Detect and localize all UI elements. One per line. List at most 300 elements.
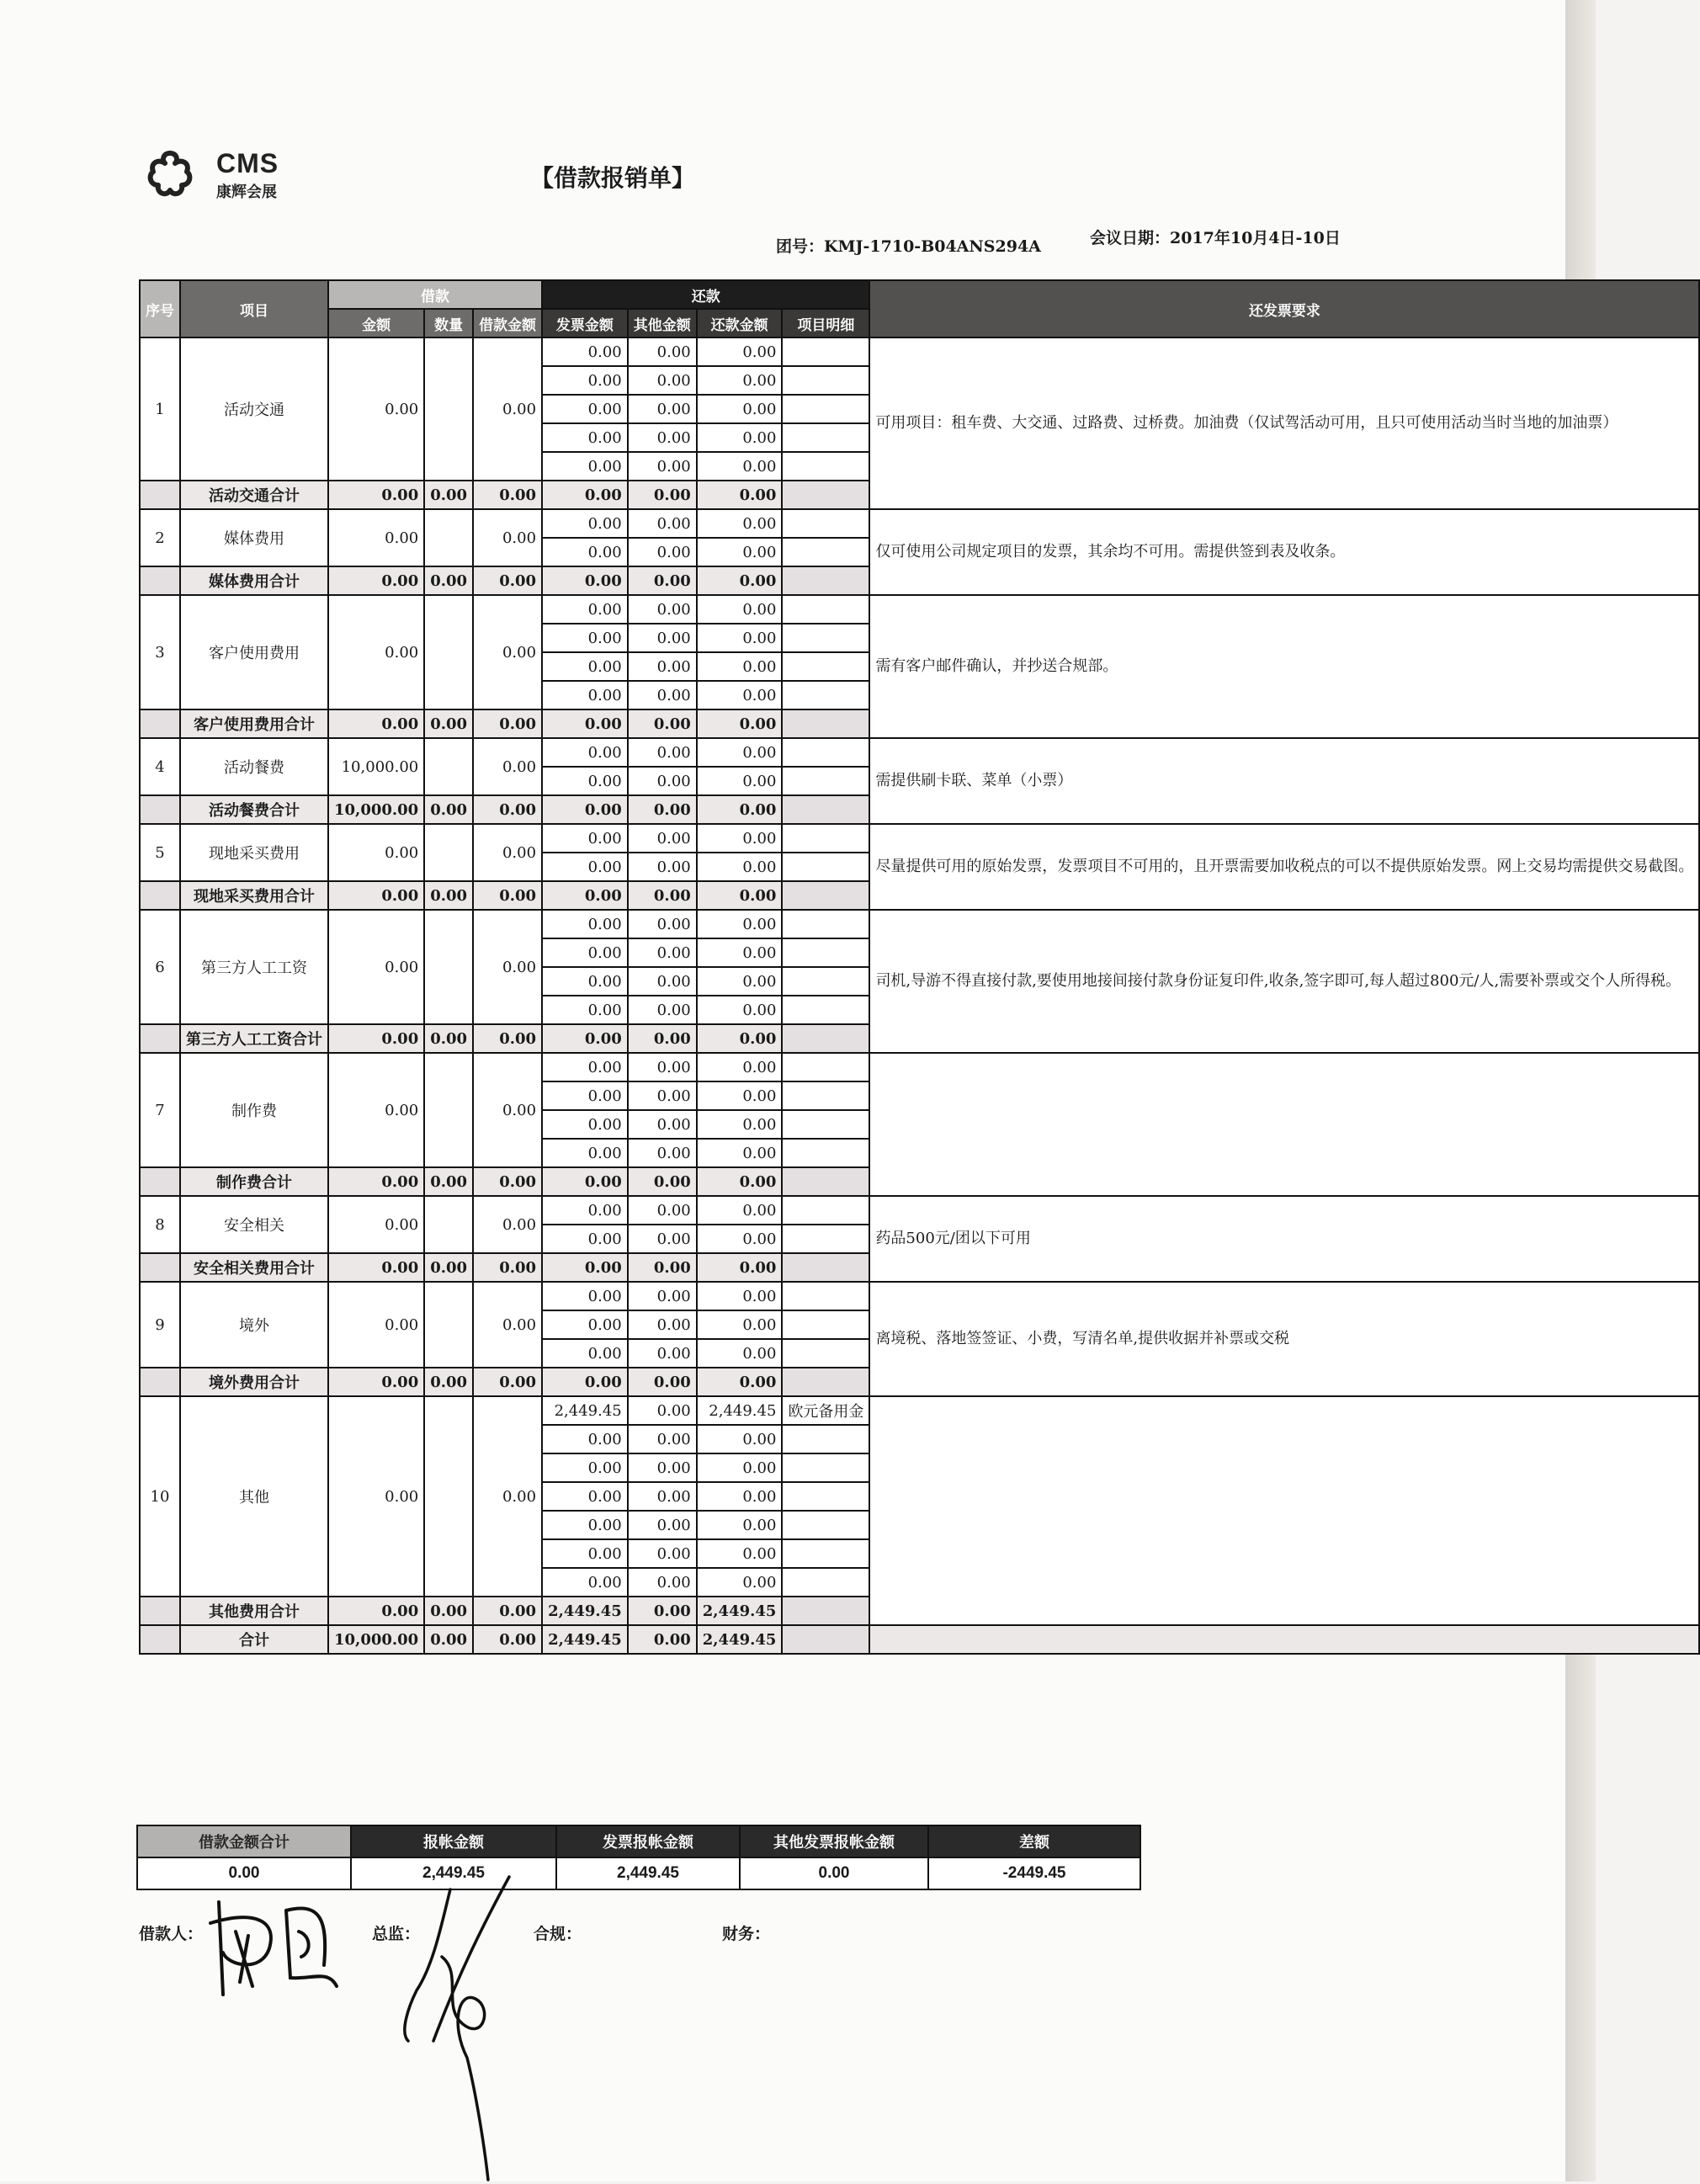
group-number: 团号：KMJ-1710-B04ANS294A [776, 237, 1041, 256]
subtotal-invoice-cell: 0.00 [542, 1024, 628, 1053]
detail-cell: 欧元备用金 [782, 1396, 869, 1425]
header-seq: 序号 [140, 280, 180, 337]
subtotal-name-cell: 活动餐费合计 [180, 795, 328, 824]
subtotal-repay-cell: 0.00 [697, 881, 783, 910]
subtotal-repay-cell: 0.00 [697, 1253, 783, 1282]
borrowed-amount-cell: 0.00 [473, 1396, 542, 1597]
subtotal-loan-cell: 0.00 [473, 795, 542, 824]
borrowed-amount-cell: 0.00 [473, 1282, 542, 1368]
repay-amount-cell: 0.00 [697, 996, 783, 1024]
director-signature [383, 1873, 526, 2184]
detail-cell [782, 996, 869, 1024]
summary-reimbursed: 2,449.45 [351, 1857, 556, 1889]
subtotal-seq-cell [140, 1253, 180, 1282]
invoice-amount-cell: 0.00 [542, 1339, 628, 1368]
other-amount-cell: 0.00 [628, 1539, 697, 1568]
total-loan-cell: 0.00 [473, 1625, 542, 1654]
item-name-cell: 客户使用费用 [180, 595, 328, 709]
subtotal-seq-cell [140, 481, 180, 509]
subtotal-other-cell: 0.00 [628, 709, 697, 738]
header-invoice-amount: 发票金额 [542, 309, 628, 337]
other-amount-cell: 0.00 [628, 996, 697, 1024]
subtotal-name-cell: 安全相关费用合计 [180, 1253, 328, 1282]
repay-amount-cell: 0.00 [697, 538, 783, 566]
repay-amount-cell: 0.00 [697, 337, 783, 366]
borrowed-amount-cell: 0.00 [473, 595, 542, 709]
subtotal-invoice-cell: 0.00 [542, 566, 628, 595]
subtotal-loan-cell: 0.00 [473, 881, 542, 910]
other-amount-cell: 0.00 [628, 1568, 697, 1597]
seq-cell: 9 [140, 1282, 180, 1368]
seq-cell: 8 [140, 1196, 180, 1253]
total-requirement-cell [869, 1625, 1699, 1654]
other-amount-cell: 0.00 [628, 1139, 697, 1167]
line-row [140, 1053, 1699, 1081]
borrower-signature [202, 1885, 345, 2003]
other-amount-cell: 0.00 [628, 853, 697, 881]
line-row [140, 1282, 1699, 1310]
total-seq-cell [140, 1625, 180, 1654]
repay-amount-cell: 0.00 [697, 767, 783, 795]
subtotal-quantity-cell: 0.00 [424, 1597, 473, 1625]
item-name-cell: 媒体费用 [180, 509, 328, 566]
summary-header-invoice-reimbursed: 发票报帐金额 [556, 1825, 740, 1857]
header-loan-amount: 借款金额 [473, 309, 542, 337]
total-quantity-cell: 0.00 [424, 1625, 473, 1654]
detail-cell [782, 938, 869, 967]
other-amount-cell: 0.00 [628, 395, 697, 423]
detail-cell [782, 967, 869, 996]
subtotal-other-cell: 0.00 [628, 481, 697, 509]
line-row [140, 1196, 1699, 1225]
subtotal-amount-cell: 0.00 [328, 1597, 424, 1625]
repay-amount-cell: 0.00 [697, 366, 783, 395]
seq-cell: 3 [140, 595, 180, 709]
subtotal-name-cell: 第三方人工工资合计 [180, 1024, 328, 1053]
repay-amount-cell: 0.00 [697, 1453, 783, 1482]
detail-cell [782, 395, 869, 423]
subtotal-loan-cell: 0.00 [473, 1024, 542, 1053]
summary-header-other-invoice: 其他发票报帐金额 [740, 1825, 928, 1857]
other-amount-cell: 0.00 [628, 1339, 697, 1368]
summary-loan-total: 0.00 [137, 1857, 351, 1889]
subtotal-repay-cell: 0.00 [697, 481, 783, 509]
repay-amount-cell: 0.00 [697, 1425, 783, 1453]
subtotal-seq-cell [140, 1024, 180, 1053]
other-amount-cell: 0.00 [628, 452, 697, 481]
subtotal-other-cell: 0.00 [628, 1253, 697, 1282]
seq-cell: 4 [140, 738, 180, 795]
subtotal-amount-cell: 0.00 [328, 481, 424, 509]
other-amount-cell: 0.00 [628, 1110, 697, 1139]
subtotal-detail-cell [782, 1024, 869, 1053]
subtotal-detail-cell [782, 1253, 869, 1282]
subtotal-quantity-cell: 0.00 [424, 881, 473, 910]
subtotal-repay-cell: 0.00 [697, 1167, 783, 1196]
invoice-amount-cell: 0.00 [542, 1482, 628, 1511]
subtotal-seq-cell [140, 1597, 180, 1625]
item-name-cell: 制作费 [180, 1053, 328, 1167]
repay-amount-cell: 0.00 [697, 853, 783, 881]
detail-cell [782, 1282, 869, 1310]
invoice-amount-cell: 0.00 [542, 738, 628, 767]
header-detail: 项目明细 [782, 309, 869, 337]
loan-amount-cell: 0.00 [328, 1053, 424, 1167]
subtotal-other-cell: 0.00 [628, 795, 697, 824]
header-other-amount: 其他金额 [628, 309, 697, 337]
subtotal-other-cell: 0.00 [628, 1024, 697, 1053]
header-quantity: 数量 [424, 309, 473, 337]
quantity-cell [424, 1282, 473, 1368]
detail-cell [782, 366, 869, 395]
detail-cell [782, 1110, 869, 1139]
borrowed-amount-cell: 0.00 [473, 509, 542, 566]
loan-amount-cell: 0.00 [328, 910, 424, 1024]
line-row [140, 910, 1699, 938]
subtotal-quantity-cell: 0.00 [424, 795, 473, 824]
subtotal-name-cell: 客户使用费用合计 [180, 709, 328, 738]
detail-cell [782, 1310, 869, 1339]
subtotal-seq-cell [140, 709, 180, 738]
expense-table [139, 279, 1700, 1655]
requirement-cell: 药品500元/团以下可用 [869, 1196, 1699, 1282]
line-row [140, 738, 1699, 767]
subtotal-invoice-cell: 0.00 [542, 709, 628, 738]
subtotal-invoice-cell: 2,449.45 [542, 1597, 628, 1625]
invoice-amount-cell: 0.00 [542, 1568, 628, 1597]
invoice-amount-cell: 0.00 [542, 1282, 628, 1310]
subtotal-detail-cell [782, 1368, 869, 1396]
other-amount-cell: 0.00 [628, 1396, 697, 1425]
seq-cell: 7 [140, 1053, 180, 1167]
total-repay-cell: 2,449.45 [697, 1625, 783, 1654]
subtotal-amount-cell: 0.00 [328, 709, 424, 738]
invoice-amount-cell: 0.00 [542, 1539, 628, 1568]
repay-amount-cell: 0.00 [697, 938, 783, 967]
borrowed-amount-cell: 0.00 [473, 910, 542, 1024]
line-row [140, 337, 1699, 366]
detail-cell [782, 509, 869, 538]
invoice-amount-cell: 0.00 [542, 509, 628, 538]
repay-amount-cell: 0.00 [697, 423, 783, 452]
finance-label: 财务： [722, 1925, 771, 1943]
item-name-cell: 境外 [180, 1282, 328, 1368]
subtotal-amount-cell: 10,000.00 [328, 795, 424, 824]
requirement-cell: 需有客户邮件确认，并抄送合规部。 [869, 595, 1699, 738]
quantity-cell [424, 509, 473, 566]
header-repay-amount: 还款金额 [697, 309, 783, 337]
subtotal-quantity-cell: 0.00 [424, 1024, 473, 1053]
repay-amount-cell: 0.00 [697, 1539, 783, 1568]
other-amount-cell: 0.00 [628, 738, 697, 767]
line-row [140, 824, 1699, 853]
detail-cell [782, 452, 869, 481]
repay-amount-cell: 0.00 [697, 967, 783, 996]
seq-cell: 5 [140, 824, 180, 881]
detail-cell [782, 1568, 869, 1597]
meeting-date: 会议日期：2017年10月4日-10日 [1090, 229, 1341, 247]
invoice-amount-cell: 0.00 [542, 1511, 628, 1539]
other-amount-cell: 0.00 [628, 681, 697, 709]
other-amount-cell: 0.00 [628, 1310, 697, 1339]
other-amount-cell: 0.00 [628, 652, 697, 681]
detail-cell [782, 538, 869, 566]
subtotal-amount-cell: 0.00 [328, 1024, 424, 1053]
subtotal-other-cell: 0.00 [628, 1167, 697, 1196]
header-loan-group: 借款 [328, 280, 542, 309]
subtotal-amount-cell: 0.00 [328, 1167, 424, 1196]
invoice-amount-cell: 0.00 [542, 423, 628, 452]
document-title: 【借款报销单】 [530, 164, 696, 192]
invoice-amount-cell: 0.00 [542, 1453, 628, 1482]
subtotal-invoice-cell: 0.00 [542, 795, 628, 824]
detail-cell [782, 423, 869, 452]
repay-amount-cell: 0.00 [697, 738, 783, 767]
detail-cell [782, 1081, 869, 1110]
detail-cell [782, 595, 869, 624]
subtotal-quantity-cell: 0.00 [424, 1368, 473, 1396]
invoice-amount-cell: 0.00 [542, 395, 628, 423]
invoice-amount-cell: 0.00 [542, 595, 628, 624]
expense-table-body [140, 337, 1699, 1654]
quantity-cell [424, 1053, 473, 1167]
requirement-cell [869, 1396, 1699, 1625]
other-amount-cell: 0.00 [628, 1081, 697, 1110]
detail-cell [782, 1225, 869, 1253]
subtotal-name-cell: 制作费合计 [180, 1167, 328, 1196]
subtotal-detail-cell [782, 709, 869, 738]
detail-cell [782, 1453, 869, 1482]
detail-cell [782, 767, 869, 795]
repay-amount-cell: 0.00 [697, 1196, 783, 1225]
item-name-cell: 现地采买费用 [180, 824, 328, 881]
repay-amount-cell: 0.00 [697, 1139, 783, 1167]
repay-amount-cell: 0.00 [697, 681, 783, 709]
item-name-cell: 其他 [180, 1396, 328, 1597]
borrowed-amount-cell: 0.00 [473, 1196, 542, 1253]
logo-flower-icon [145, 148, 195, 199]
total-name-cell: 合计 [180, 1625, 328, 1654]
header-requirement: 还发票要求 [869, 280, 1699, 337]
subtotal-detail-cell [782, 881, 869, 910]
loan-amount-cell: 0.00 [328, 1196, 424, 1253]
repay-amount-cell: 0.00 [697, 1225, 783, 1253]
line-row [140, 1396, 1699, 1425]
repay-amount-cell: 0.00 [697, 1511, 783, 1539]
invoice-amount-cell: 0.00 [542, 452, 628, 481]
repay-amount-cell: 0.00 [697, 395, 783, 423]
repay-amount-cell: 0.00 [697, 652, 783, 681]
other-amount-cell: 0.00 [628, 1425, 697, 1453]
subtotal-repay-cell: 0.00 [697, 709, 783, 738]
item-name-cell: 第三方人工工资 [180, 910, 328, 1024]
borrowed-amount-cell: 0.00 [473, 824, 542, 881]
invoice-amount-cell: 0.00 [542, 853, 628, 881]
subtotal-loan-cell: 0.00 [473, 481, 542, 509]
requirement-cell: 司机,导游不得直接付款,要使用地接间接付款身份证复印件,收条,签字即可,每人超过800元/人,需要补票或交个人所得税。 [869, 910, 1699, 1053]
detail-cell [782, 1053, 869, 1081]
header-amount: 金额 [328, 309, 424, 337]
subtotal-other-cell: 0.00 [628, 1368, 697, 1396]
repay-amount-cell: 0.00 [697, 1339, 783, 1368]
invoice-amount-cell: 0.00 [542, 996, 628, 1024]
requirement-cell [869, 1053, 1699, 1196]
invoice-amount-cell: 0.00 [542, 1425, 628, 1453]
subtotal-amount-cell: 0.00 [328, 566, 424, 595]
other-amount-cell: 0.00 [628, 1225, 697, 1253]
requirement-cell: 尽量提供可用的原始发票，发票项目不可用的，且开票需要加收税点的可以不提供原始发票。网上交易均需提供交易截图。 [869, 824, 1699, 910]
other-amount-cell: 0.00 [628, 595, 697, 624]
other-amount-cell: 0.00 [628, 1282, 697, 1310]
company-logo [145, 145, 296, 212]
repay-amount-cell: 2,449.45 [697, 1396, 783, 1425]
subtotal-amount-cell: 0.00 [328, 1368, 424, 1396]
total-invoice-cell: 2,449.45 [542, 1625, 628, 1654]
summary-table [136, 1825, 1141, 1890]
detail-cell [782, 337, 869, 366]
total-other-cell: 0.00 [628, 1625, 697, 1654]
invoice-amount-cell: 0.00 [542, 767, 628, 795]
subtotal-detail-cell [782, 795, 869, 824]
invoice-amount-cell: 0.00 [542, 1310, 628, 1339]
requirement-cell: 需提供刷卡联、菜单（小票） [869, 738, 1699, 824]
subtotal-invoice-cell: 0.00 [542, 1253, 628, 1282]
detail-cell [782, 652, 869, 681]
compliance-label: 合规： [534, 1925, 582, 1943]
subtotal-quantity-cell: 0.00 [424, 481, 473, 509]
other-amount-cell: 0.00 [628, 1453, 697, 1482]
repay-amount-cell: 0.00 [697, 595, 783, 624]
repay-amount-cell: 0.00 [697, 1482, 783, 1511]
subtotal-seq-cell [140, 881, 180, 910]
invoice-amount-cell: 0.00 [542, 681, 628, 709]
subtotal-repay-cell: 0.00 [697, 1024, 783, 1053]
subtotal-amount-cell: 0.00 [328, 881, 424, 910]
other-amount-cell: 0.00 [628, 337, 697, 366]
repay-amount-cell: 0.00 [697, 1310, 783, 1339]
other-amount-cell: 0.00 [628, 366, 697, 395]
other-amount-cell: 0.00 [628, 967, 697, 996]
repay-amount-cell: 0.00 [697, 624, 783, 652]
requirement-cell: 仅可使用公司规定项目的发票，其余均不可用。需提供签到表及收条。 [869, 509, 1699, 595]
loan-amount-cell: 10,000.00 [328, 738, 424, 795]
requirement-cell: 可用项目：租车费、大交通、过路费、过桥费。加油费（仅试驾活动可用，且只可使用活动当时当地的加油票） [869, 337, 1699, 509]
detail-cell [782, 738, 869, 767]
subtotal-name-cell: 活动交通合计 [180, 481, 328, 509]
quantity-cell [424, 738, 473, 795]
other-amount-cell: 0.00 [628, 1053, 697, 1081]
repay-amount-cell: 0.00 [697, 824, 783, 853]
summary-header-reimbursed: 报帐金额 [351, 1825, 556, 1857]
seq-cell: 6 [140, 910, 180, 1024]
subtotal-seq-cell [140, 1167, 180, 1196]
subtotal-loan-cell: 0.00 [473, 709, 542, 738]
other-amount-cell: 0.00 [628, 824, 697, 853]
subtotal-seq-cell [140, 1368, 180, 1396]
subtotal-quantity-cell: 0.00 [424, 566, 473, 595]
repay-amount-cell: 0.00 [697, 509, 783, 538]
detail-cell [782, 824, 869, 853]
detail-cell [782, 1482, 869, 1511]
subtotal-loan-cell: 0.00 [473, 566, 542, 595]
subtotal-loan-cell: 0.00 [473, 1253, 542, 1282]
repay-amount-cell: 0.00 [697, 1110, 783, 1139]
invoice-amount-cell: 0.00 [542, 910, 628, 938]
logo-subtext: 康辉会展 [216, 183, 277, 201]
other-amount-cell: 0.00 [628, 423, 697, 452]
line-row [140, 595, 1699, 624]
invoice-amount-cell: 0.00 [542, 1053, 628, 1081]
invoice-amount-cell: 0.00 [542, 824, 628, 853]
detail-cell [782, 1339, 869, 1368]
invoice-amount-cell: 0.00 [542, 366, 628, 395]
quantity-cell [424, 824, 473, 881]
summary-header-difference: 差额 [928, 1825, 1140, 1857]
line-row [140, 509, 1699, 538]
invoice-amount-cell: 2,449.45 [542, 1396, 628, 1425]
detail-cell [782, 1539, 869, 1568]
item-name-cell: 安全相关 [180, 1196, 328, 1253]
subtotal-other-cell: 0.00 [628, 566, 697, 595]
subtotal-loan-cell: 0.00 [473, 1597, 542, 1625]
detail-cell [782, 1196, 869, 1225]
header-item: 项目 [180, 280, 328, 337]
other-amount-cell: 0.00 [628, 1511, 697, 1539]
subtotal-other-cell: 0.00 [628, 881, 697, 910]
quantity-cell [424, 337, 473, 481]
logo-text: CMS [216, 148, 279, 178]
repay-amount-cell: 0.00 [697, 1568, 783, 1597]
repay-amount-cell: 0.00 [697, 1282, 783, 1310]
subtotal-detail-cell [782, 1597, 869, 1625]
other-amount-cell: 0.00 [628, 509, 697, 538]
subtotal-detail-cell [782, 566, 869, 595]
repay-amount-cell: 0.00 [697, 452, 783, 481]
loan-amount-cell: 0.00 [328, 824, 424, 881]
subtotal-name-cell: 现地采买费用合计 [180, 881, 328, 910]
summary-difference: -2449.45 [928, 1857, 1140, 1889]
invoice-amount-cell: 0.00 [542, 1081, 628, 1110]
grand-total-row [140, 1625, 1699, 1654]
other-amount-cell: 0.00 [628, 938, 697, 967]
subtotal-quantity-cell: 0.00 [424, 1167, 473, 1196]
other-amount-cell: 0.00 [628, 910, 697, 938]
other-amount-cell: 0.00 [628, 767, 697, 795]
subtotal-name-cell: 媒体费用合计 [180, 566, 328, 595]
seq-cell: 10 [140, 1396, 180, 1597]
invoice-amount-cell: 0.00 [542, 624, 628, 652]
subtotal-quantity-cell: 0.00 [424, 709, 473, 738]
quantity-cell [424, 1196, 473, 1253]
invoice-amount-cell: 0.00 [542, 337, 628, 366]
subtotal-seq-cell [140, 566, 180, 595]
subtotal-loan-cell: 0.00 [473, 1167, 542, 1196]
loan-amount-cell: 0.00 [328, 509, 424, 566]
seq-cell: 2 [140, 509, 180, 566]
subtotal-repay-cell: 2,449.45 [697, 1597, 783, 1625]
subtotal-name-cell: 境外费用合计 [180, 1368, 328, 1396]
borrowed-amount-cell: 0.00 [473, 738, 542, 795]
subtotal-invoice-cell: 0.00 [542, 1167, 628, 1196]
summary-header-loan-total: 借款金额合计 [137, 1825, 351, 1857]
borrowed-amount-cell: 0.00 [473, 1053, 542, 1167]
total-amount-cell: 10,000.00 [328, 1625, 424, 1654]
invoice-amount-cell: 0.00 [542, 967, 628, 996]
subtotal-quantity-cell: 0.00 [424, 1253, 473, 1282]
detail-cell [782, 1139, 869, 1167]
summary-invoice-reimbursed: 2,449.45 [556, 1857, 740, 1889]
other-amount-cell: 0.00 [628, 624, 697, 652]
